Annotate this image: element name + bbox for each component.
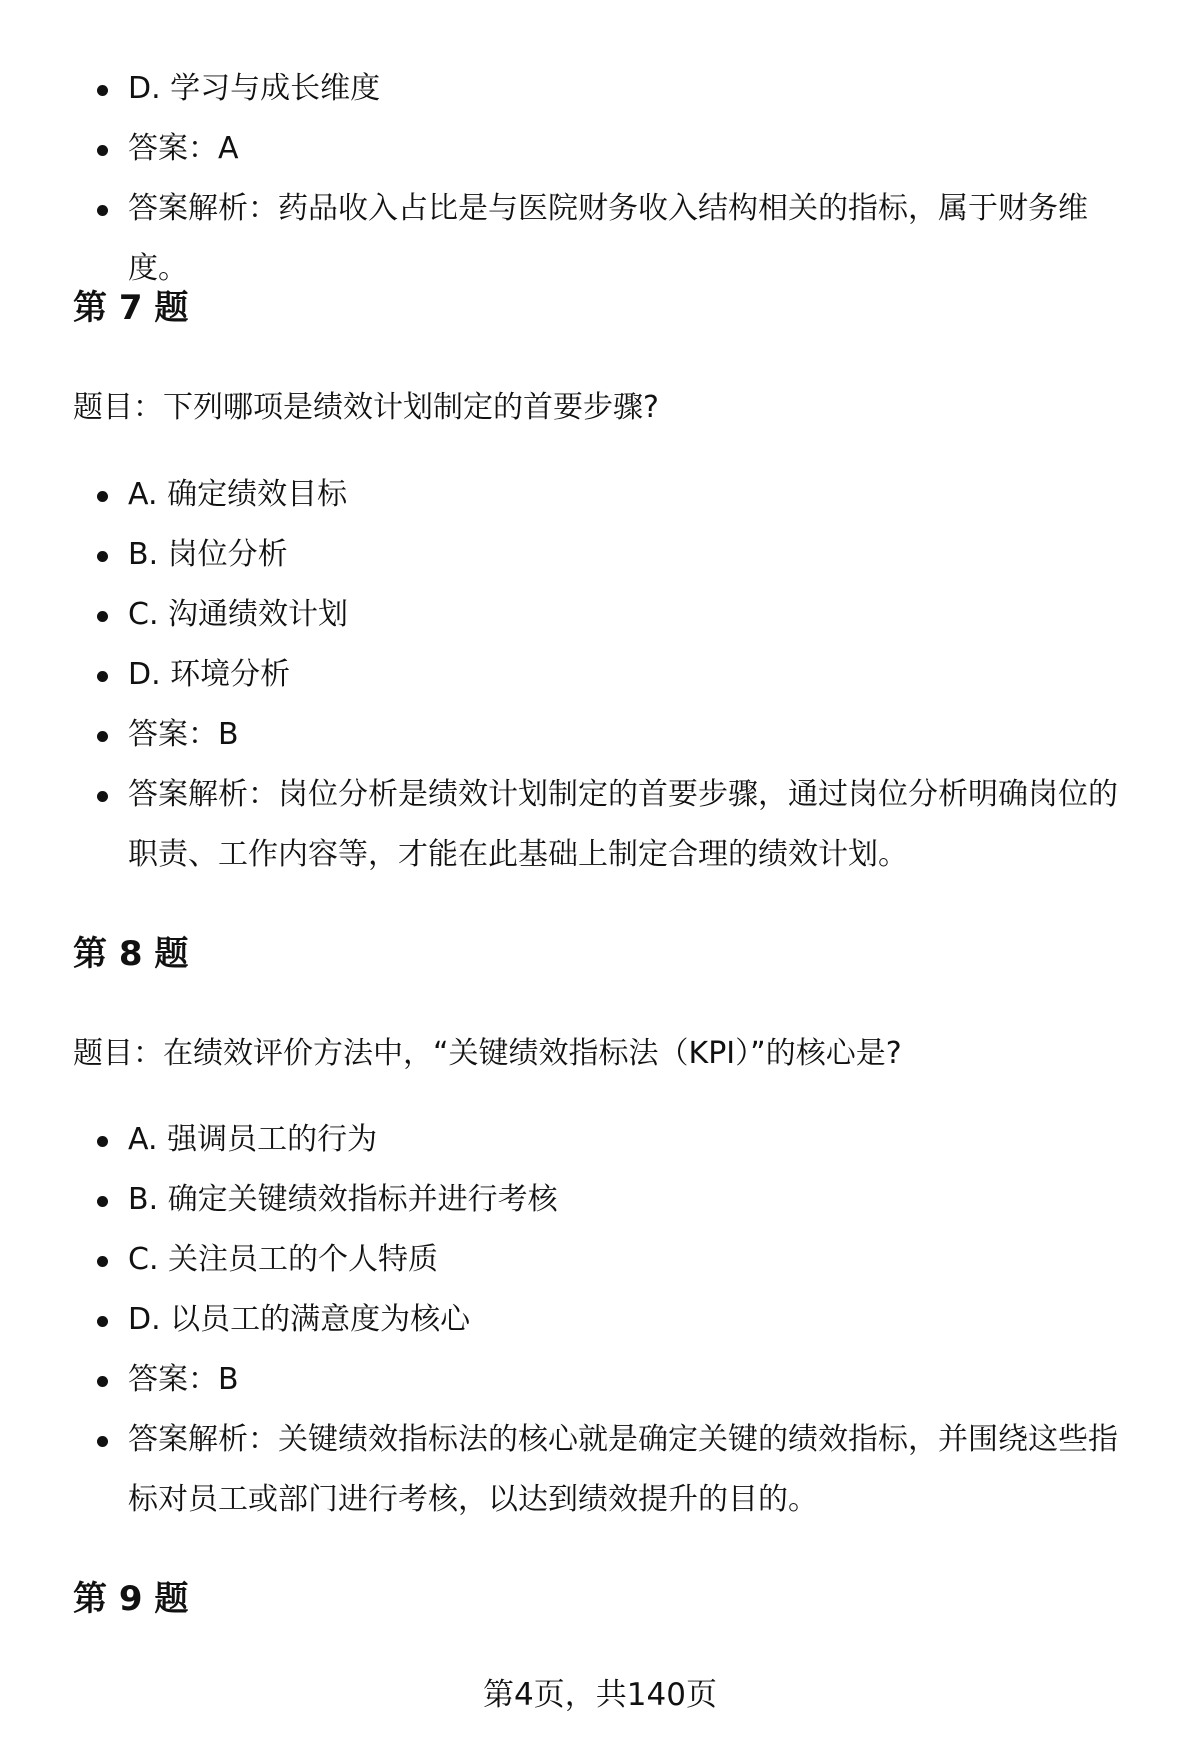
- option-d: D. 环境分析: [0, 645, 1200, 705]
- answer-explanation: 答案解析：岗位分析是绩效计划制定的首要步骤，通过岗位分析明确岗位的职责、工作内容等，才能在此基础上制定合理的绩效计划。: [0, 765, 1200, 885]
- option-d: D. 以员工的满意度为核心: [0, 1290, 1200, 1350]
- question-8-options: [0, 1110, 1200, 1530]
- question-7-text: 题目：下列哪项是绩效计划制定的首要步骤?: [73, 390, 659, 425]
- option-c: C. 沟通绩效计划: [0, 585, 1200, 645]
- question-7-heading: 第 7 题: [73, 288, 189, 328]
- option-b: B. 岗位分析: [0, 525, 1200, 585]
- option-b: B. 确定关键绩效指标并进行考核: [0, 1170, 1200, 1230]
- top-answer-list: [0, 59, 1200, 299]
- list-item: D. 学习与成长维度: [0, 59, 1200, 119]
- question-7-options: [0, 465, 1200, 885]
- list-item: 答案：A: [0, 119, 1200, 179]
- answer-explanation: 答案解析：关键绩效指标法的核心就是确定关键的绩效指标，并围绕这些指标对员工或部门进行考核，以达到绩效提升的目的。: [0, 1410, 1200, 1530]
- answer: 答案：B: [0, 1350, 1200, 1410]
- answer: 答案：B: [0, 705, 1200, 765]
- option-a: A. 确定绩效目标: [0, 465, 1200, 525]
- list-item: 答案解析：药品收入占比是与医院财务收入结构相关的指标，属于财务维度。: [0, 179, 1200, 299]
- option-a: A. 强调员工的行为: [0, 1110, 1200, 1170]
- question-9-heading: 第 9 题: [73, 1579, 189, 1619]
- question-8-heading: 第 8 题: [73, 934, 189, 974]
- option-c: C. 关注员工的个人特质: [0, 1230, 1200, 1290]
- question-8-text: 题目：在绩效评价方法中，“关键绩效指标法（KPI）”的核心是?: [73, 1036, 902, 1071]
- page-number-footer: 第4页，共140页: [483, 1677, 717, 1713]
